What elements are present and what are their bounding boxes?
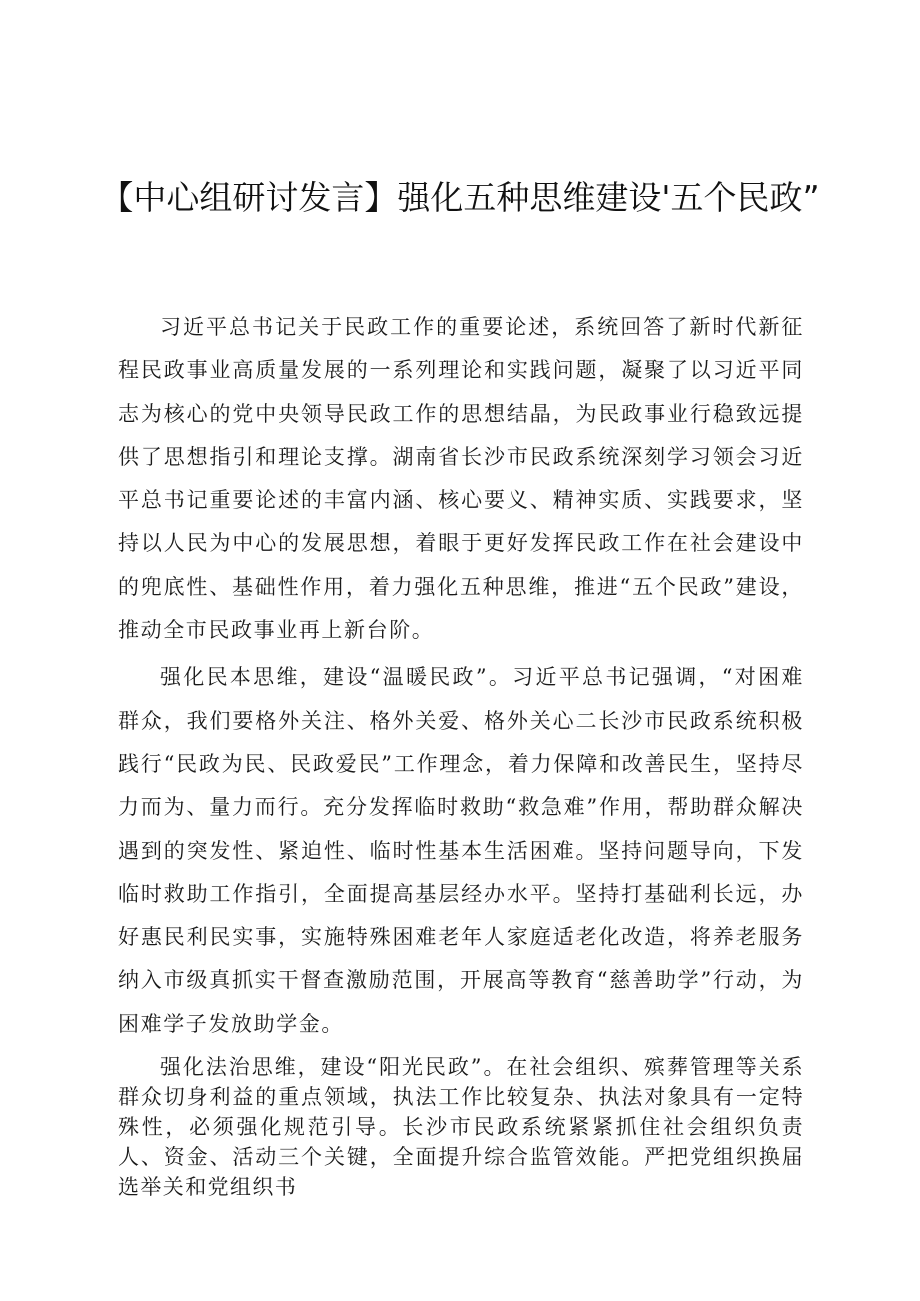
paragraph-intro: 习近平总书记关于民政工作的重要论述，系统回答了新时代新征程民政事业高质量发展的一系列理论和实践问题，凝聚了以习近平同志为核心的党中央领导民政工作的思想结晶，为民政事业行稳致远提供了思想指引和理论支撑。湖南省长沙市民政系统深刻学习领会习近平总书记重要论述的丰富内涵、核心要义、精神实质、实践要求，坚持以人民为中心的发展思想，着眼于更好发挥民政工作在社会建设中的兜底性、基础性作用，着力强化五种思维，推进“五个民政”建设，推动全市民政事业再上新台阶。: [118, 315, 804, 643]
paragraph-rule-of-law: 强化法治思维，建设“阳光民政”。在社会组织、殡葬管理等关系群众切身利益的重点领域，执法工作比较复杂、执法对象具有一定特殊性，必须强化规范引导。长沙市民政系统紧紧抓住社会组织负责人、资金、活动三个关键，全面提升综合监管效能。严把党组织换届选举关和党组织书: [118, 1055, 804, 1200]
document-body: [118, 306, 804, 1202]
document-title: 【中心组研讨发言】强化五种思维建设'五个民政”: [100, 178, 820, 218]
paragraph-people-oriented: 强化民本思维，建设“温暖民政”。习近平总书记强调，“对困难群众，我们要格外关注、格外关爱、格外关心二长沙市民政系统积极践行“民政为民、民政爱民”工作理念，着力保障和改善民生，坚持尽力而为、量力而行。充分发挥临时救助“救急难”作用，帮助群众解决遇到的突发性、紧迫性、临时性基本生活困难。坚持问题导向，下发临时救助工作指引，全面提高基层经办水平。坚持打基础利长远，办好惠民利民实事，实施特殊困难老年人家庭适老化改造，将养老服务纳入市级真抓实干督查激励范围，开展高等教育“慈善助学”行动，为困难学子发放助学金。: [118, 665, 804, 1036]
